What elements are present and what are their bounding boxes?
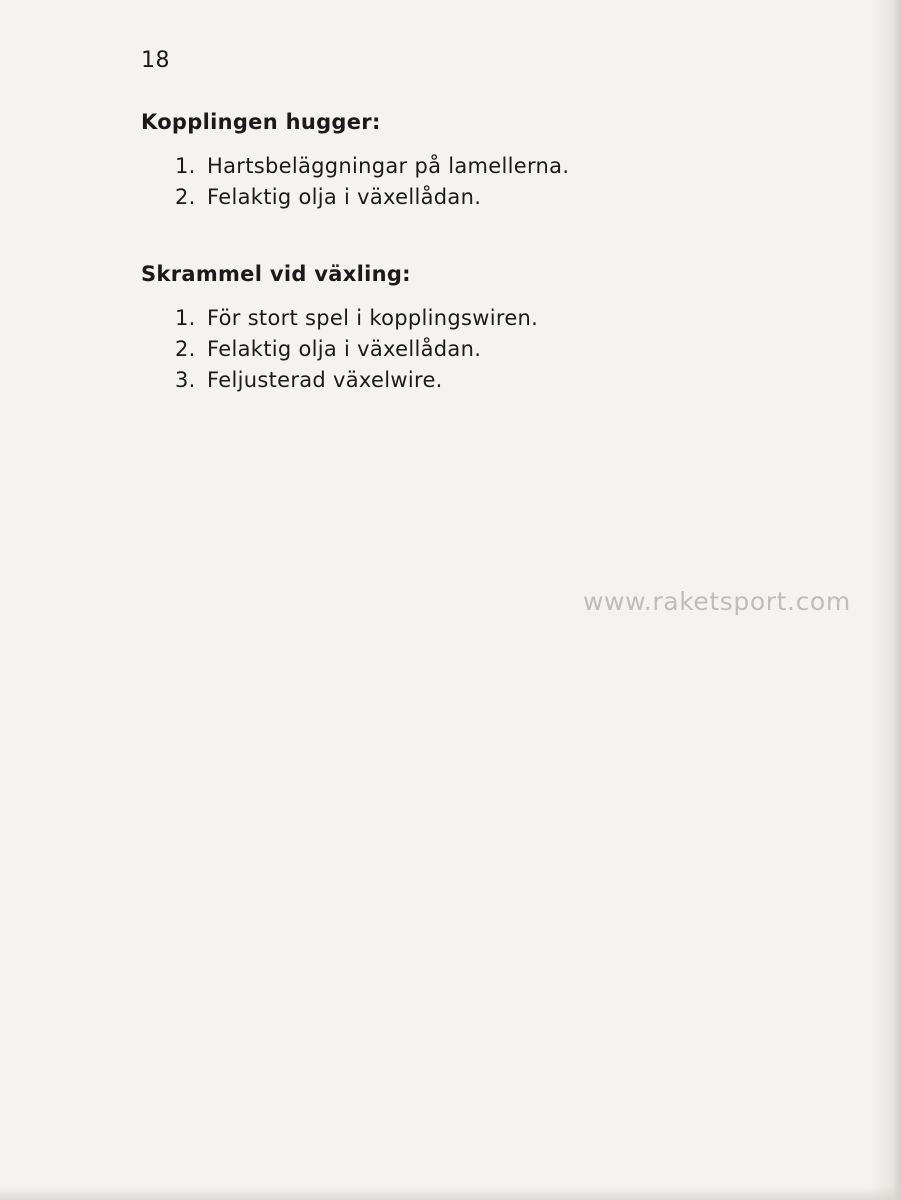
list-item bbox=[175, 334, 538, 365]
item-number: 2. bbox=[175, 337, 196, 361]
section-heading: Kopplingen hugger: bbox=[141, 110, 381, 134]
item-number: 1. bbox=[175, 306, 196, 330]
page-binding-edge bbox=[871, 0, 901, 1200]
watermark: www.raketsport.com bbox=[583, 587, 851, 616]
list-item bbox=[175, 151, 569, 182]
list-item bbox=[175, 182, 569, 213]
item-number: 2. bbox=[175, 185, 196, 209]
item-number: 3. bbox=[175, 368, 196, 392]
page-number: 18 bbox=[141, 48, 170, 73]
item-number: 1. bbox=[175, 154, 196, 178]
item-text: Hartsbeläggningar på lamellerna. bbox=[207, 154, 570, 178]
item-list bbox=[141, 151, 569, 213]
item-text: Felaktig olja i växellådan. bbox=[207, 185, 482, 209]
page-bottom-edge bbox=[0, 1186, 901, 1200]
item-list bbox=[141, 303, 538, 396]
section-skrammel-vid-vaxling bbox=[141, 262, 538, 396]
list-item bbox=[175, 303, 538, 334]
section-heading: Skrammel vid växling: bbox=[141, 262, 411, 286]
item-text: För stort spel i kopplingswiren. bbox=[207, 306, 539, 330]
item-text: Felaktig olja i växellådan. bbox=[207, 337, 482, 361]
list-item bbox=[175, 365, 538, 396]
item-text: Feljusterad växelwire. bbox=[207, 368, 443, 392]
section-kopplingen-hugger bbox=[141, 110, 569, 213]
